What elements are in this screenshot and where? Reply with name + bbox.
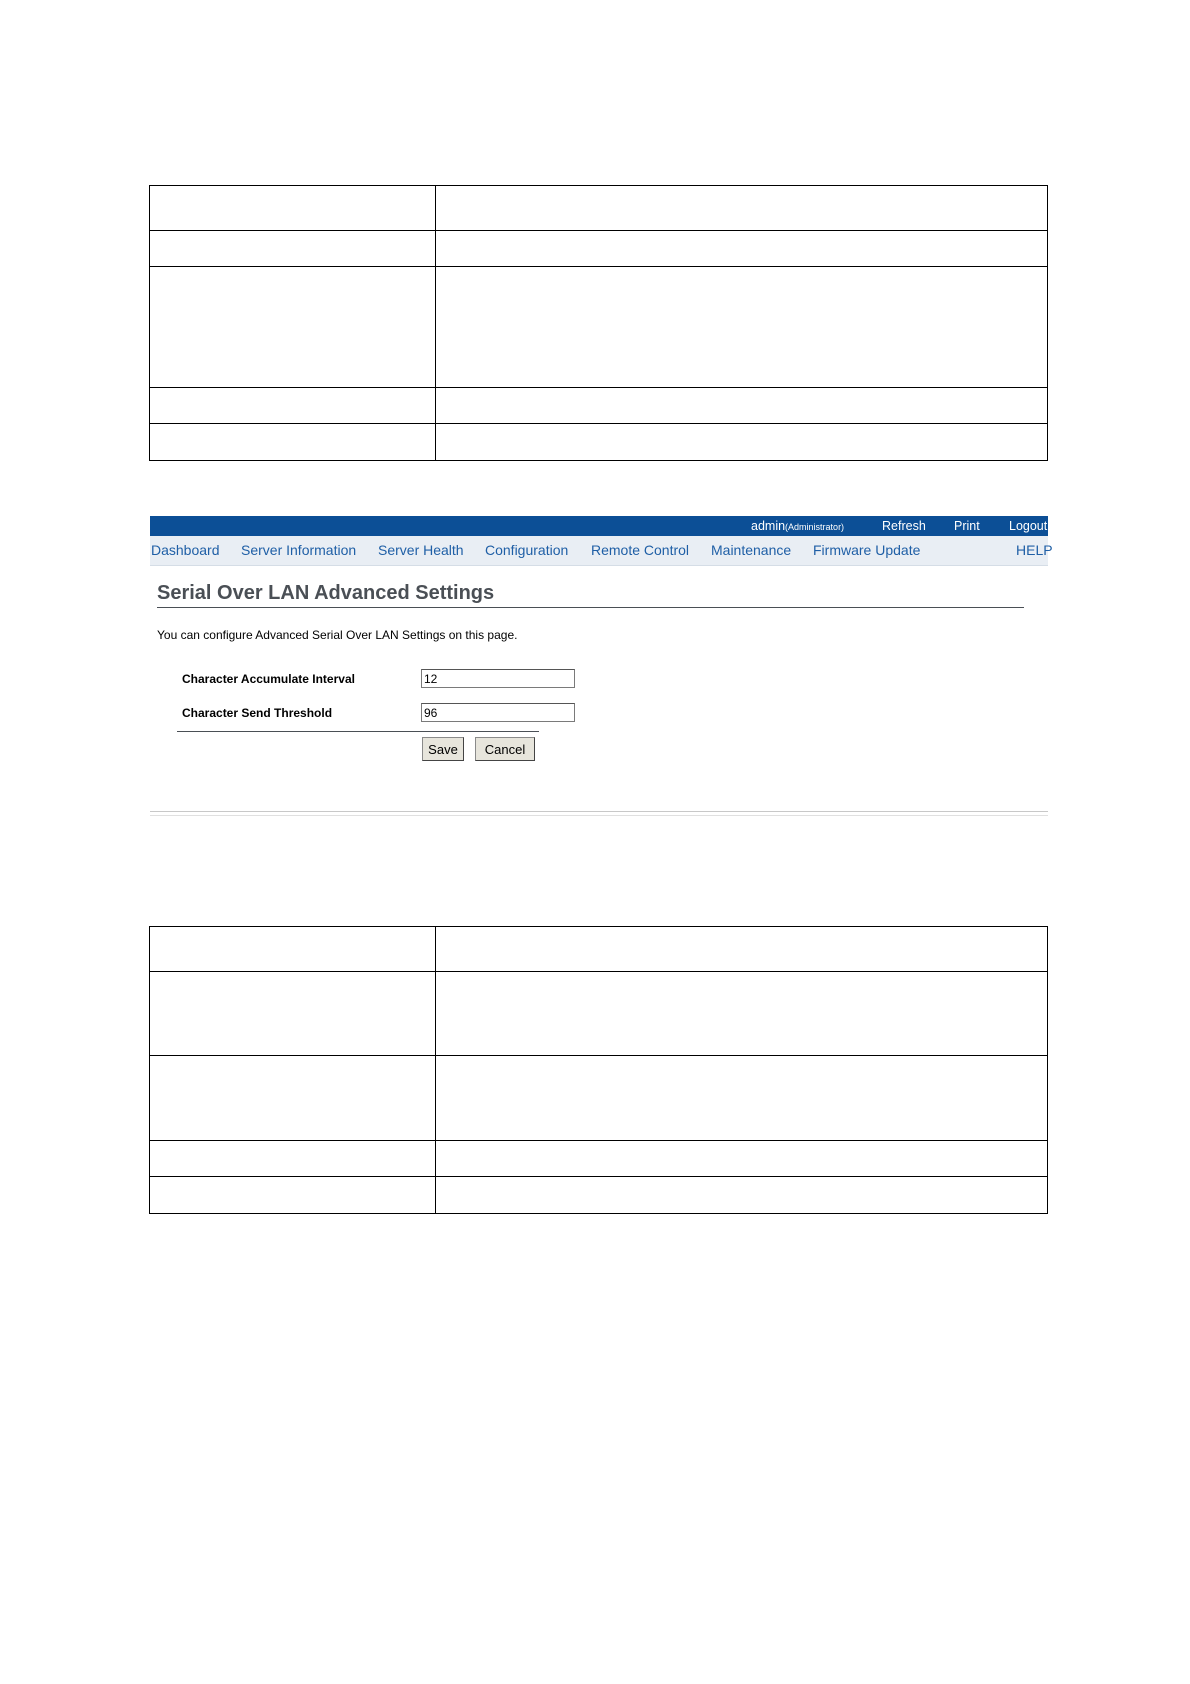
- nav-firmware-update[interactable]: Firmware Update: [813, 542, 921, 558]
- logout-link[interactable]: Logout: [1009, 519, 1048, 533]
- send-threshold-input[interactable]: [421, 703, 575, 722]
- table-cell: [436, 267, 1048, 388]
- send-threshold-label: Character Send Threshold: [182, 706, 333, 720]
- table-cell: [150, 186, 436, 231]
- nav-server-health[interactable]: Server Health: [378, 542, 464, 558]
- print-link[interactable]: Print: [954, 519, 980, 533]
- table-cell: [150, 424, 436, 461]
- table-cell: [150, 388, 436, 424]
- username: admin: [751, 519, 786, 533]
- table-cell: [436, 1056, 1048, 1141]
- page-title: Serial Over LAN Advanced Settings: [157, 582, 495, 604]
- table-cell: [150, 231, 436, 267]
- table-cell: [436, 424, 1048, 461]
- table-cell: [436, 972, 1048, 1056]
- table-cell: [150, 927, 436, 972]
- user-role: (Administrator): [785, 522, 845, 532]
- table-cell: [436, 1177, 1048, 1214]
- table-cell: [436, 1141, 1048, 1177]
- form-divider: [177, 731, 539, 732]
- page-description: You can configure Advanced Serial Over LAN Settings on this page.: [157, 628, 518, 642]
- document-table-bottom: [149, 926, 1048, 1214]
- table-cell: [436, 186, 1048, 231]
- top-bar: [150, 516, 1048, 536]
- footer-divider: [150, 811, 1048, 816]
- table-cell: [150, 1056, 436, 1141]
- table-cell: [150, 267, 436, 388]
- nav-server-information[interactable]: Server Information: [241, 542, 357, 558]
- accumulate-interval-label: Character Accumulate Interval: [182, 672, 355, 686]
- table-cell: [150, 972, 436, 1056]
- table-cell: [150, 1141, 436, 1177]
- refresh-link[interactable]: Refresh: [882, 519, 926, 533]
- nav-maintenance[interactable]: Maintenance: [711, 542, 792, 558]
- table-cell: [436, 388, 1048, 424]
- nav-help[interactable]: HELP: [1016, 542, 1053, 558]
- title-divider: [157, 607, 1024, 608]
- nav-remote-control[interactable]: Remote Control: [591, 542, 690, 558]
- accumulate-interval-input[interactable]: [421, 669, 575, 688]
- save-button[interactable]: Save: [422, 737, 464, 761]
- document-table-top: [149, 185, 1048, 461]
- main-nav: [150, 536, 1053, 566]
- table-cell: [436, 231, 1048, 267]
- nav-dashboard[interactable]: Dashboard: [151, 542, 220, 558]
- cancel-button[interactable]: Cancel: [475, 737, 535, 761]
- nav-configuration[interactable]: Configuration: [485, 542, 569, 558]
- web-ui-screenshot: [150, 516, 1053, 816]
- table-cell: [150, 1177, 436, 1214]
- table-cell: [436, 927, 1048, 972]
- user-label: [751, 519, 844, 533]
